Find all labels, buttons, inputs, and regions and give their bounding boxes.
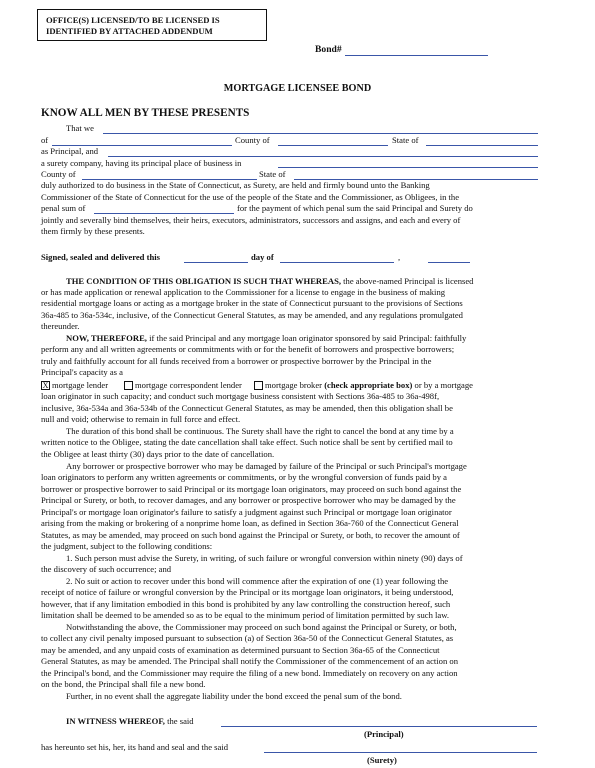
principal-label: (Principal) — [364, 729, 404, 739]
signed-year-field[interactable] — [428, 262, 470, 263]
signed-comma: , — [398, 252, 401, 262]
mortgage-broker-label: mortgage broker — [265, 380, 323, 390]
mortgage-broker-checkbox[interactable] — [254, 381, 263, 390]
checkbox-mark: X — [42, 381, 49, 390]
now-therefore-line-4: Principal's capacity as a — [41, 367, 123, 377]
intro-as-principal: as Principal, and — [41, 146, 99, 156]
intro-of: of — [41, 135, 49, 145]
intro-penal-sum-rest: for the payment of which penal sum the said Principal and Surety do — [237, 203, 473, 213]
notwithstanding-line-4: General Statutes, as may be amended. The Principal shall notify the Commissioner of the commencement of an action on — [41, 656, 459, 666]
condition-2-line-1: 2. No suit or action to recover under this bond will commence after the expiration of one (1) year following the — [66, 576, 449, 586]
intro-them: them firmly by these presents. — [41, 226, 145, 236]
intro-state-of-2: State of — [259, 169, 286, 179]
condition-line-2: or has made application or renewal application to the Commissioner for a license to engage in the business of making — [41, 287, 446, 297]
intro-jointly: jointly and severally bind themselves, their heirs, executors, administrators, successors and assigns, and each and every of — [41, 215, 461, 225]
condition-line-1 — [66, 276, 473, 287]
damaged-line-6: arising from the making or brokering of a nonprime home loan, as defined in Section 36a-760 of the Connecticut General — [41, 518, 459, 528]
penal-sum-field[interactable] — [94, 213, 234, 214]
principal-state-field[interactable] — [426, 145, 538, 146]
principal-county-field[interactable] — [278, 145, 388, 146]
mortgage-correspondent-checkbox[interactable] — [124, 381, 133, 390]
damaged-line-8: the judgment, subject to the following conditions: — [41, 541, 213, 551]
principal-signature-field[interactable] — [221, 726, 537, 727]
capacity-tail: or by a mortgage — [414, 380, 473, 390]
know-all-heading: KNOW ALL MEN BY THESE PRESENTS — [41, 107, 250, 119]
signed-label: Signed, sealed and delivered this — [41, 252, 160, 262]
condition-1-line-1: 1. Such person must advise the Surety, in writing, of such failure or wrongful conversion within ninety (90) days of — [66, 553, 463, 563]
notwithstanding-line-3: may be amended, and any unpaid costs of examination as determined pursuant to Section 36a-65 of the Connecticut — [41, 645, 440, 655]
signed-day-of: day of — [251, 252, 274, 262]
notwithstanding-line-6: on the bond, the Principal shall file a new bond. — [41, 679, 206, 689]
signed-day-field[interactable] — [184, 262, 248, 263]
capacity-line-4: null and void; otherwise to remain in full force and effect. — [41, 414, 241, 424]
damaged-line-1: Any borrower or prospective borrower who may be damaged by failure of the Principal or such Principal's mortgage — [66, 461, 467, 471]
condition-line-4: 36a-485 to 36a-534c, inclusive, of the Connecticut General Statutes, as may be amended, and any regulations promulgated — [41, 310, 463, 320]
damaged-line-2: loan originators to perform any written agreements or commitments, or by the wrongful conversion of funds paid by a — [41, 472, 447, 482]
now-therefore-line-2: perform any and all written agreements or commitments with or for the benefit of borrowers and prospective borrowers; — [41, 344, 455, 354]
notwithstanding-line-2: to collect any civil penalty imposed pursuant to subsection (a) of Section 36a-50 of the Connecticut General Statutes, as — [41, 633, 454, 643]
principal-name-field[interactable] — [103, 133, 538, 134]
condition-1-line-2: the discovery of such occurrence; and — [41, 564, 172, 574]
intro-county-of-2: County of — [41, 169, 76, 179]
addendum-line-1: OFFICE(S) LICENSED/TO BE LICENSED IS — [46, 15, 220, 25]
witness-lead: IN WITNESS WHEREOF, — [66, 716, 165, 726]
notwithstanding-line-1: Notwithstanding the above, the Commissioner may proceed on such bond against the Principal or Surety, or both, — [66, 622, 457, 632]
now-therefore-lead-rest: if the said Principal and any mortgage loan originator sponsored by said Principal: faithfully — [149, 333, 467, 343]
bond-number-label: Bond# — [315, 44, 342, 55]
intro-penal-sum: penal sum of — [41, 203, 86, 213]
capacity-line-2: loan originator in such capacity; and conduct such mortgage business consistent with Sections 36a-485 to 36a-498f, — [41, 391, 440, 401]
intro-county-of: County of — [235, 135, 270, 145]
check-note: (check appropriate box) — [324, 380, 413, 390]
damaged-line-7: Statutes, as may be amended, may proceed on such bond against the Principal or Surety, or both, to recover the amount of — [41, 530, 460, 540]
addendum-box — [37, 9, 267, 41]
condition-2-line-2: receipt of notice of failure or wrongful conversion by the Principal or its mortgage loan originators, it being understood, — [41, 587, 454, 597]
document-title: MORTGAGE LICENSEE BOND — [223, 83, 372, 94]
condition-2-line-4: limitation shall be deemed to be amended so as to be equal to the minimum period of limitation permitted by such law. — [41, 610, 450, 620]
mortgage-correspondent-label: mortgage correspondent lender — [135, 380, 242, 390]
hereunto-line: has hereunto set his, her, its hand and seal and the said — [41, 742, 228, 752]
mortgage-lender-checkbox[interactable] — [41, 381, 50, 390]
intro-duly-1: duly authorized to do business in the State of Connecticut, as Surety, are held and firmly bound unto the Banking — [41, 180, 430, 190]
notwithstanding-line-5: the Principal's bond, and the Commissioner may require the filing of a new bond. Immediately on recovery on any action — [41, 668, 458, 678]
intro-duly-2: Commissioner of the State of Connecticut for the use of the people of the State and the Commissioner, as Obligees, in the — [41, 192, 460, 202]
signed-month-field[interactable] — [280, 262, 394, 263]
witness-line — [66, 716, 194, 727]
intro-surety-company: a surety company, having its principal place of business in — [41, 158, 242, 168]
capacity-line-3: inclusive, 36a-534a and 36a-534b of the Connecticut General Statutes, as may be amended, then this obligation shall be — [41, 403, 453, 413]
damaged-line-3: borrower or prospective borrower to said Principal or its mortgage loan originators, may proceed on such bond against the — [41, 484, 462, 494]
addendum-line-2: IDENTIFIED BY ATTACHED ADDENDUM — [46, 26, 213, 36]
bond-number-field[interactable] — [345, 55, 488, 56]
intro-that-we: That we — [66, 123, 94, 133]
duration-line-1: The duration of this bond shall be continuous. The Surety shall have the right to cancel the bond at any time by a — [66, 426, 454, 436]
capacity-line-1 — [265, 380, 473, 391]
witness-lead-rest: the said — [167, 716, 194, 726]
condition-lead: THE CONDITION OF THIS OBLIGATION IS SUCH THAT WHEREAS, — [66, 276, 341, 286]
intro-state-of: State of — [392, 135, 419, 145]
duration-line-3: the Obligee at least thirty (30) days prior to the date of cancellation. — [41, 449, 275, 459]
now-therefore-lead: NOW, THEREFORE, — [66, 333, 147, 343]
damaged-line-4: Principal or Surety, or both, to recover damages, and any borrower or prospective borrower who may be damaged by the — [41, 495, 456, 505]
duration-line-2: written notice to the Obligee, stating the date cancellation shall take effect. Such notice shall be sent by certified mail to — [41, 437, 453, 447]
surety-name-field[interactable] — [108, 156, 538, 157]
now-therefore-line-1 — [66, 333, 466, 344]
condition-line-3: residential mortgage loans or acting as a mortgage broker in the state of Connecticut pursuant to the provisions of Sections — [41, 298, 463, 308]
damaged-line-5: Principal's or mortgage loan originator's failure to satisfy a judgment against such Principal or mortgage loan originator — [41, 507, 452, 517]
condition-2-line-3: however, that if any limitation embodied in this bond is prohibited by any law controlling the construction hereof, such — [41, 599, 451, 609]
mortgage-lender-label: mortgage lender — [52, 380, 109, 390]
now-therefore-line-3: truly and faithfully account for all funds received from a borrower or prospective borrower by the Principal in the — [41, 356, 432, 366]
surety-label: (Surety) — [367, 755, 397, 765]
condition-line-5: thereunder. — [41, 321, 80, 331]
further-line: Further, in no event shall the aggregate liability under the bond exceed the penal sum of the bond. — [66, 691, 402, 701]
surety-business-location-field[interactable] — [278, 167, 538, 168]
condition-lead-rest: the above-named Principal is licensed — [343, 276, 474, 286]
surety-signature-field[interactable] — [264, 752, 537, 753]
